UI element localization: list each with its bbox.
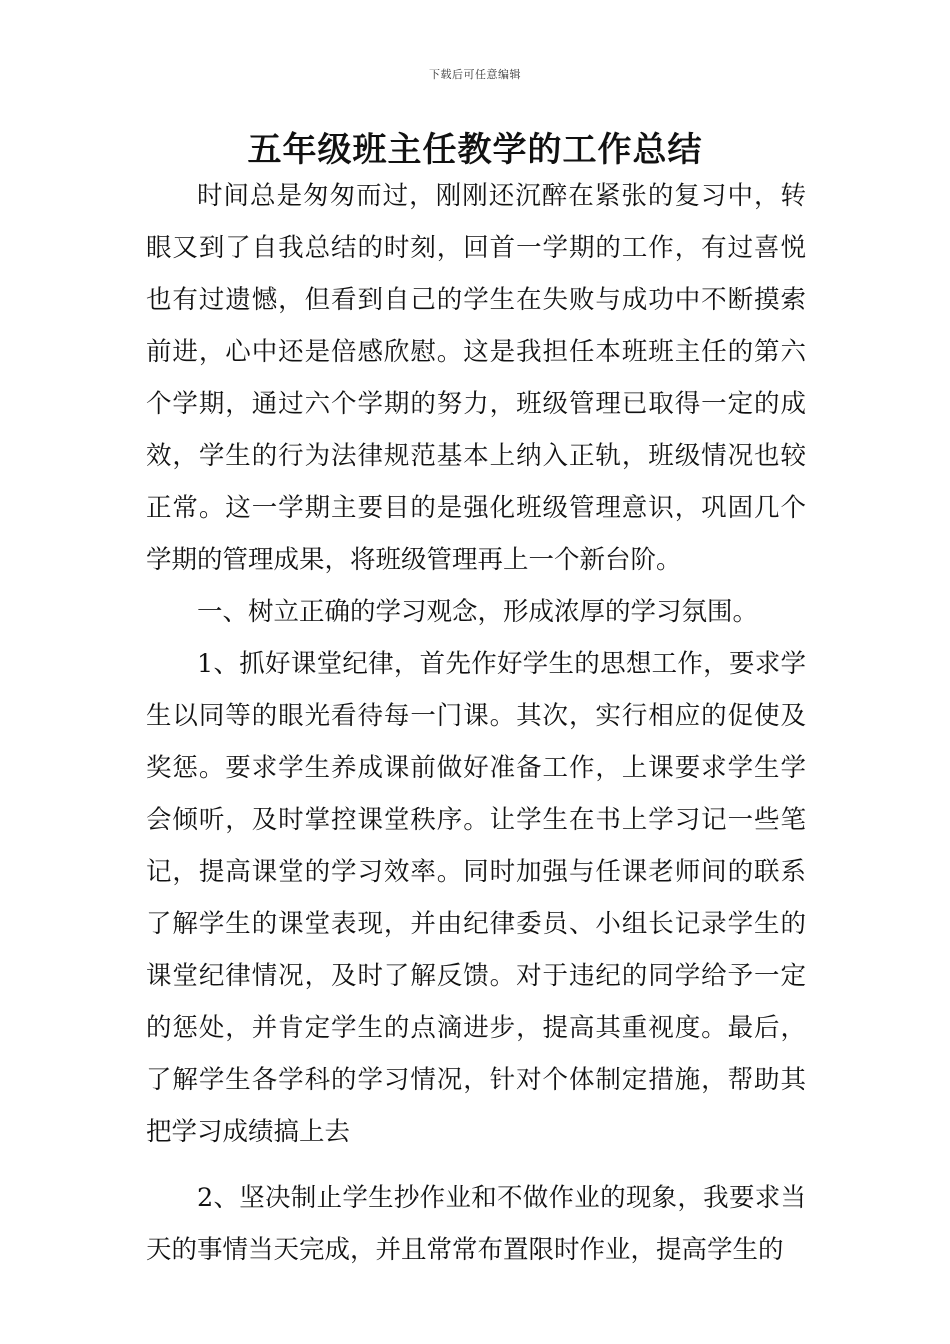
document-body: [146, 170, 806, 1276]
paragraph-intro: 时间总是匆匆而过，刚刚还沉醉在紧张的复习中，转眼又到了自我总结的时刻，回首一学期的工作，有过喜悦也有过遗憾，但看到自己的学生在失败与成功中不断摸索前进，心中还是倍感欣慰。这是我担任本班班主任的第六个学期，通过六个学期的努力，班级管理已取得一定的成效，学生的行为法律规范基本上纳入正轨，班级情况也较正常。这一学期主要目的是强化班级管理意识，巩固几个学期的管理成果，将班级管理再上一个新台阶。: [146, 181, 806, 575]
paragraph-item-1: 1、抓好课堂纪律，首先作好学生的思想工作，要求学生以同等的眼光看待每一门课。其次，实行相应的促使及奖惩。要求学生养成课前做好准备工作，上课要求学生学会倾听，及时掌控课堂秩序。让学生在书上学习记一些笔记，提高课堂的学习效率。同时加强与任课老师间的联系了解学生的课堂表现，并由纪律委员、小组长记录学生的课堂纪律情况，及时了解反馈。对于违纪的同学给予一定的惩处，并肯定学生的点滴进步，提高其重视度。最后，了解学生各学科的学习情况，针对个体制定措施，帮助其把学习成绩搞上去: [146, 649, 806, 1147]
paragraph-item-2: 2、坚决制止学生抄作业和不做作业的现象，我要求当天的事情当天完成，并且常常布置限时作业，提高学生的: [146, 1183, 806, 1265]
document-title: 五年级班主任教学的工作总结: [247, 130, 703, 170]
header-note: 下载后可任意编辑: [429, 68, 521, 81]
paragraph-section-heading: 一、树立正确的学习观念，形成浓厚的学习氛围。: [197, 597, 759, 627]
